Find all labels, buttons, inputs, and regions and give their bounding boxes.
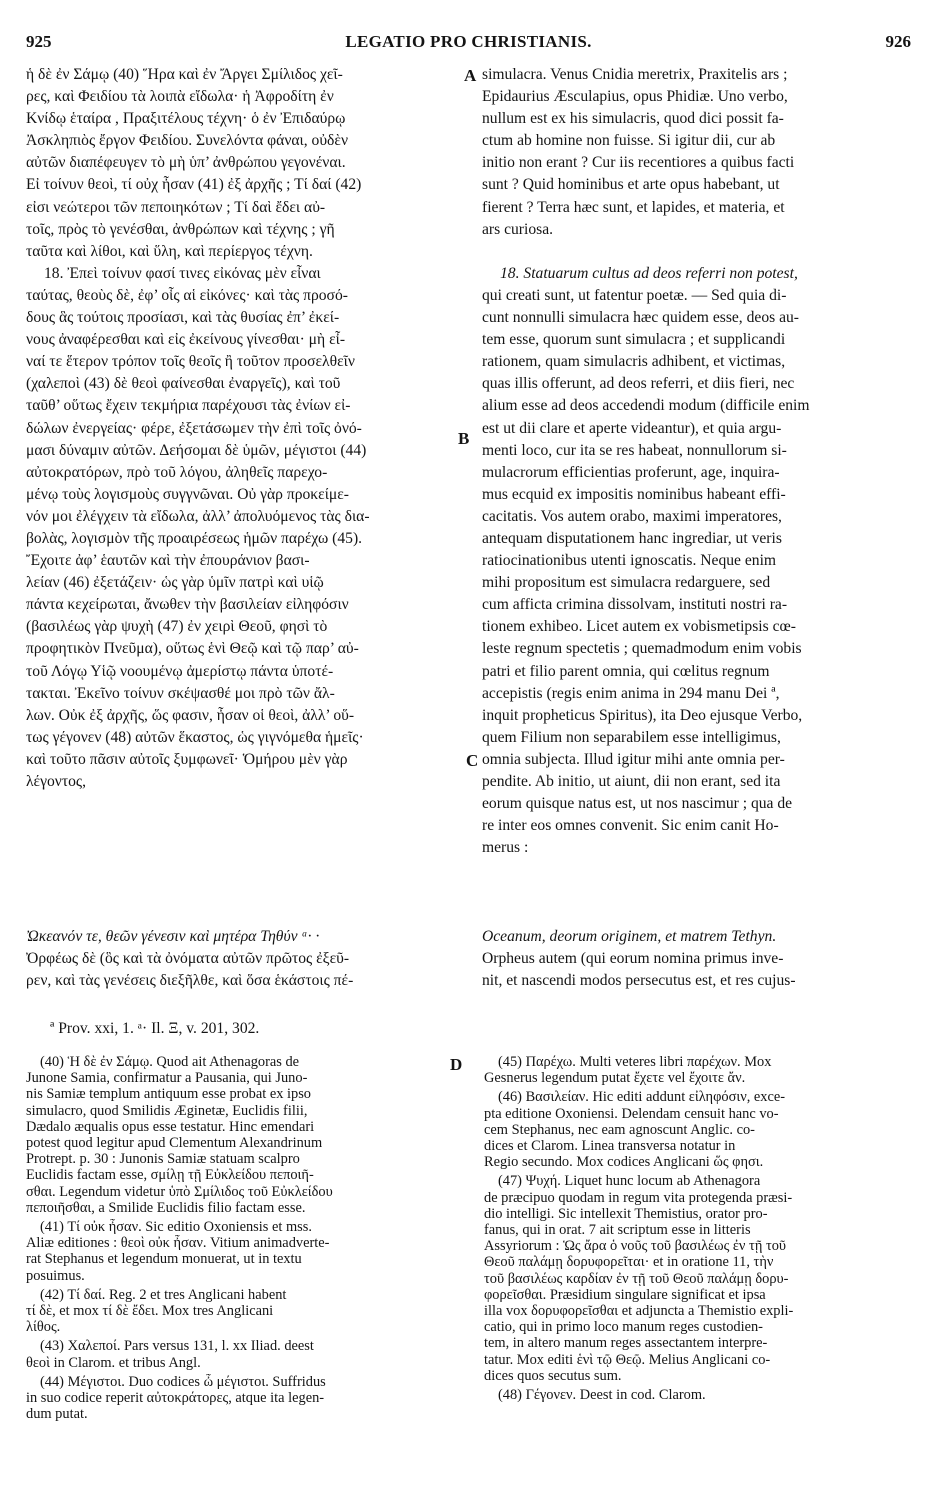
note-line: (45) Παρέχω. Multi veteres libri παρέχων. Mox	[498, 1054, 772, 1070]
text-line: initio non erant ? Cur iis recentiores a quibus facti	[482, 154, 795, 172]
text-line: 18. Statuarum cultus ad deos referri non potest,	[500, 264, 798, 282]
text-line: quas illis offerunt, ad deos referri, et diis fieri, nec	[482, 375, 795, 393]
text-line: est ut dii clare et aperte videantur), et quia argu-	[482, 419, 782, 437]
note-line: dum putat.	[26, 1406, 88, 1423]
note-line: τί δὲ, et mox τί δὲ ἔδει. Mox tres Anglicani	[26, 1303, 274, 1320]
text-line: merus :	[482, 839, 529, 857]
note-line: πεποιῆσθαι, a Smilide Euclidis filio factam esse.	[26, 1199, 306, 1216]
text-line: nullum est ex his simulacris, quod dici possit fa-	[482, 110, 784, 128]
note-line: fanus, qui in orat. 7 ait scriptum esse in litteris	[484, 1222, 751, 1239]
text-line: mus ecquid ex impositis nominibus habeant effi-	[482, 485, 786, 503]
text-line: accepistis (regis enim anima in 294 manu Dei ª,	[482, 684, 780, 702]
note-line: Assyriorum : Ὡς ἄρα ὁ νοῦς τοῦ βασιλέως ἐν τῇ τοῦ	[484, 1238, 787, 1255]
note-line: illa vox δορυφορεῖσθαι et adjuncta a Themistio expli-	[484, 1303, 794, 1320]
annotation-note	[26, 1287, 450, 1336]
text-line: Εἰ τοίνυν θεοὶ, τί οὐχ ἦσαν (41) ἐξ ἀρχῆς ; Τί δαί (42)	[26, 176, 362, 194]
text-line: (χαλεποὶ (43) δὲ θεοὶ φαίνεσθαι ἐναργεῖς), καὶ τοῦ	[26, 375, 341, 393]
text-line: fierent ? Terra hæc sunt, et lapides, et materia, et	[482, 198, 785, 216]
text-line: cacitatis. Vos autem orabo, maximi imperatores,	[482, 507, 782, 525]
text-line: tem esse, quorum sunt simulacra ; et supplicandi	[482, 331, 786, 349]
text-line: sunt ? Quid hominibus et arte opus habebant, ut	[482, 176, 780, 194]
margin-marker-c: C	[466, 751, 479, 770]
text-line: pendite. Ab initio, ut aiunt, dii non erant, sed ita	[482, 773, 781, 790]
text-line: mulacrorum efficientias proferunt, age, inquira-	[482, 463, 780, 481]
note-line: λίθος.	[26, 1319, 61, 1336]
notes-left-column	[26, 1054, 450, 1425]
note-line: Regio secundo. Mox codices Anglicani ὥς φησι.	[484, 1154, 764, 1171]
text-line: δους ἃς τούτοις προσίασι, καὶ τὰς θυσίας ἐπ’ ἐκεί-	[26, 309, 340, 327]
text-line: ρεν, καὶ τὰς γενέσεις διεξῆλθε, καὶ ὅσα ἑκάστοις πέ-	[26, 972, 354, 990]
note-line: Junone Samia, confirmatur a Pausania, qui Juno-	[26, 1070, 308, 1087]
text-line: simulacra. Venus Cnidia meretrix, Praxitelis ars ;	[482, 66, 788, 83]
text-line: Κνίδῳ ἑταίρα , Πραξιτέλους τέχνη· ὁ ἐν Ἐπιδαύρῳ	[26, 110, 346, 128]
text-line: λων. Οὐκ ἐξ ἀρχῆς, ὥς φασιν, ἦσαν οἱ θεοὶ, ἀλλ’ οὕ-	[26, 706, 355, 724]
text-line: tionem exhibeo. Licet autem ex vobismetipsis cœ-	[482, 618, 796, 636]
text-line: ἡ δὲ ἐν Σάμῳ (40) Ἥρα καὶ ἐν Ἄργει Σμίλιδος χεῖ-	[26, 66, 343, 83]
text-line: ratiocinationibus utenti ignoscatis. Neque enim	[482, 552, 777, 570]
note-line: dices quos secutus sum.	[484, 1367, 622, 1384]
text-line: καὶ τοῦτο πᾶσιν αὐτοῖς ξυμφωνεῖ· Ὁμήρου μὲν γὰρ	[26, 750, 348, 768]
note-line: Protrept. p. 30 : Junonis Samiæ statuam scalpro	[26, 1151, 300, 1168]
text-line: ctum ab homine non fuisse. Si igitur dii, cur ab	[482, 132, 776, 150]
note-line: Gesnerus legendum putat ἔχετε vel ἔχοιτε ἄν.	[484, 1070, 746, 1087]
note-line: potest quod legitur apud Clementum Alexandrinum	[26, 1135, 323, 1152]
text-line: re inter eos omnes convenit. Sic enim canit Ho-	[482, 817, 779, 835]
text-line: μασι δύναμιν αὐτῶν. Δεήσομαι δὲ ὑμῶν, μέγιστοι (44)	[26, 441, 367, 459]
note-line: dices et Clarom. Linea transversa notatur in	[484, 1138, 736, 1155]
note-line: de præcipuo quodam in regum vita protegenda præsi-	[484, 1189, 793, 1206]
scripture-footnote: ª Prov. xxi, 1. ᵃ· Il. Ξ, v. 201, 302.	[50, 1020, 260, 1037]
text-line: quem Filium non separabilem esse intelligimus,	[482, 728, 781, 746]
text-line: αὐτοκρατόρων, πρὸ τοῦ λόγου, ἀληθεῖς παρεχο-	[26, 463, 328, 481]
note-line: simulacro, quod Smilidis Æginetæ, Euclidis filii,	[26, 1102, 308, 1119]
text-line: cunt nonnulli simulacra hæc quidem esse, deos au-	[482, 309, 799, 327]
text-line: Ἀσκληπιὸς ἔργον Φειδίου. Συνελόντα φάναι, οὐδὲν	[26, 132, 348, 150]
text-line: βολὰς, λογισμὸν τῆς προαιρέσεως ἡμῶν παρέχω (45).	[26, 529, 363, 547]
text-line: ναί τε ἕτερον τρόπον τοῖς θεοῖς ἢ τοῦτον προσελθεῖν	[26, 353, 355, 371]
note-line: (48) Γέγονεν. Deest in cod. Clarom.	[498, 1387, 706, 1404]
running-title: LEGATIO PRO CHRISTIANIS.	[345, 32, 592, 51]
note-line: (42) Τί δαί. Reg. 2 et tres Anglicani habent	[40, 1286, 287, 1303]
note-line: tatur. Mox editi ἑνὶ τῷ Θεῷ. Melius Anglicani co-	[484, 1351, 771, 1368]
text-line: inquit propheticus Spiritus), ita Deo ejusque Verbo,	[482, 706, 803, 724]
notes-right-column	[484, 1054, 912, 1406]
text-line: εἰσι νεώτεροι τῶν πεποιηκότων ; Τί δαὶ ἔδει αὐ-	[26, 198, 326, 216]
note-line: Θεοῦ παλάμῃ δορυφορεῖται· et in oratione 11, τὴν	[484, 1254, 774, 1271]
note-line: (47) Ψυχή. Liquet hunc locum ab Athenagora	[498, 1173, 761, 1190]
text-line: πάντα κεχείρωται, ἄνωθεν τὴν βασιλείαν εἰληφόσιν	[26, 596, 349, 614]
text-line: rationem, quam simulacris adhibent, et victimas,	[482, 353, 786, 371]
text-line: antequam disputationem hanc ingrediar, ut veris	[482, 529, 782, 547]
annotation-note	[26, 1219, 450, 1284]
text-line: patri et filio parent omnia, qui cœlitus regnum	[482, 662, 770, 680]
annotation-note	[484, 1054, 912, 1086]
text-line: Ὠκεανόν τε, θεῶν γένεσιν καὶ μητέρα Τηθύν ᵃ· ·	[26, 928, 320, 945]
text-line: (βασιλέως γὰρ ψυχὴ (47) ἐν χειρὶ Θεοῦ, φησὶ τὸ	[26, 618, 328, 636]
note-line: (46) Βασιλείαν. Hic editi addunt εἰληφόσιν, exce-	[498, 1089, 786, 1106]
note-line: (41) Τί οὐκ ἦσαν. Sic editio Oxoniensis et mss.	[40, 1219, 312, 1236]
page-number-right: 926	[885, 32, 911, 51]
text-line: δώλων ἐνεργείας· φέρε, ἐξετάσωμεν τὴν ἐπὶ τοῖς ὀνό-	[26, 419, 362, 437]
text-line: leste regnum spectetis ; quemadmodum enim vobis	[482, 640, 802, 658]
text-line: λέγοντος,	[26, 773, 86, 790]
text-line: μένῳ τοὺς λογισμοὺς συγγνῶναι. Οὐ γὰρ προκείμε-	[26, 485, 349, 503]
note-line: τοῦ βασιλέως καρδίαν ἐν τῇ τοῦ Θεοῦ παλάμῃ δορυ-	[484, 1270, 789, 1287]
text-line: τως γέγονεν (48) αὐτῶν ἕκαστος, ὡς γιγνόμεθα ἡμεῖς·	[26, 728, 364, 746]
text-line: ταῦθ’ οὕτως ἔχειν τεκμήρια παρέχουσι τὰς ἐνίων εἰ-	[26, 397, 351, 415]
annotation-note	[484, 1089, 912, 1170]
text-line: νους ἀναφέρεσθαι καὶ εἰς ἐκείνους γίνεσθαι· μὴ εἶ-	[26, 331, 346, 349]
margin-marker-b: B	[458, 429, 470, 448]
text-line: ταῦτα καὶ λίθοι, καὶ ὕλη, καὶ περίεργος τέχνη.	[26, 242, 313, 260]
page-number-left: 925	[26, 32, 52, 51]
text-line: τακται. Ἐκεῖνο τοίνυν σκέψασθέ μοι πρὸ τῶν ἄλ-	[26, 684, 335, 702]
text-line: nit, et nascendi modos persecutus est, et res cujus-	[482, 972, 796, 990]
annotation-note	[484, 1173, 912, 1384]
note-line: (43) Χαλεποί. Pars versus 131, l. xx Iliad. deest	[40, 1338, 314, 1355]
text-line: qui creati sunt, ut fatentur poetæ. — Sed quia di-	[482, 286, 787, 304]
greek-text-upper	[26, 64, 460, 793]
note-line: θεοὶ in Clarom. et tribus Angl.	[26, 1354, 201, 1371]
text-line: προφητικὸν Πνεῦμα), οὕτως ἑνὶ Θεῷ καὶ τῷ παρ’ αὐ-	[26, 640, 359, 658]
margin-marker-d: D	[450, 1055, 463, 1074]
greek-text-lower	[26, 926, 460, 992]
text-line: ταύτας, θεοὺς δὲ, ἐφ’ οἷς αἱ εἰκόνες· καὶ τὰς προσό-	[26, 286, 348, 304]
note-line: nis Samiæ templum antiquum esse probat ex ipso	[26, 1086, 311, 1103]
margin-marker-a: A	[464, 66, 477, 85]
note-line: φορεῖσθαι. Præsidium singulare significat et ipsa	[484, 1286, 766, 1303]
text-line: alium esse ad deos accedendi modum (difficile enim	[482, 397, 810, 415]
text-line: τοῦ Λόγῳ Υἱῷ νοουμένῳ ἀμερίστῳ πάντα ὑποτέ-	[26, 662, 334, 680]
text-line: Oceanum, deorum originem, et matrem Tethyn.	[482, 928, 777, 945]
note-line: (44) Μέγιστοι. Duo codices ὦ μέγιστοι. Suffridus	[40, 1373, 326, 1390]
annotation-note	[26, 1374, 450, 1423]
note-line: (40) Ἡ δὲ ἐν Σάμῳ. Quod ait Athenagoras de	[40, 1054, 300, 1070]
note-line: tem, in altero manum reges assectantem interpre-	[484, 1335, 768, 1352]
note-line: in suo codice reperit αὐτοκράτορες, atque ita legen-	[26, 1390, 325, 1407]
latin-text-lower	[482, 926, 912, 992]
text-line: Ἔχοιτε ἀφ’ ἑαυτῶν καὶ τὴν ἐπουράνιον βασι-	[26, 552, 310, 570]
text-line: cum afficta crimina dissolvam, instituti nostri ra-	[482, 596, 788, 614]
annotation-note	[484, 1387, 912, 1403]
text-line	[482, 241, 912, 263]
text-line: ρες, καὶ Φειδίου τὰ λοιπὰ εἴδωλα· ἡ Ἀφροδίτη ἐν	[26, 88, 334, 106]
text-line: omnia subjecta. Illud igitur mihi ante omnia per-	[482, 750, 785, 768]
note-line: rat Stephanus et legendum monuerat, ut in textu	[26, 1251, 302, 1268]
note-line: pta editione Oxoniensi. Delendam censuit hanc vo-	[484, 1105, 779, 1122]
text-line: Epidaurius Æsculapius, opus Phidiæ. Uno verbo,	[482, 88, 788, 106]
text-line: ars curiosa.	[482, 220, 554, 238]
text-line: eorum quisque natus est, ut nos nascimur ; qua de	[482, 795, 793, 813]
annotation-note	[26, 1338, 450, 1370]
page-header	[26, 32, 911, 56]
note-line: catio, qui in primo loco manum reges custodien-	[484, 1319, 763, 1336]
note-line: Aliæ editiones : θεοὶ οὐκ ἦσαν. Vitium animadverte-	[26, 1235, 330, 1252]
note-line: σθαι. Legendum videtur ὑπὸ Σμίλιδος τοῦ Εὐκλείδου	[26, 1183, 333, 1200]
note-line: posuimus.	[26, 1267, 85, 1284]
note-line: Euclidis factam esse, σμίλῃ τῇ Εὐκλείδου πεποιῆ-	[26, 1167, 314, 1184]
note-line: cem Stephanus, nec eam agnoscunt Anglic. co-	[484, 1121, 755, 1138]
text-line: νόν μοι ἐλέγχειν τὰ εἴδωλα, ἀλλ’ ἀπολυόμενος τὰς δια-	[26, 507, 370, 525]
text-line: τοῖς, πρὸς τὸ γενέσθαι, ἀνθρώπων καὶ τέχνης ; γῆ	[26, 220, 335, 238]
text-line: menti loco, cur ita se res habeat, nonnullorum si-	[482, 441, 787, 459]
note-line: Dædalo æqualis opus esse testatur. Hinc emendari	[26, 1118, 315, 1135]
text-line: mihi propositum est simulacra redarguere, sed	[482, 574, 771, 592]
annotation-note	[26, 1054, 450, 1216]
note-line: dio intelligi. Sic intellexit Themistius, orator pro-	[484, 1205, 768, 1222]
text-line: λείαν (46) ἐξετάζειν· ὡς γὰρ ὑμῖν πατρὶ καὶ υἱῷ	[26, 574, 324, 592]
text-line: Ὀρφέως δὲ (ὃς καὶ τὰ ὀνόματα αὐτῶν πρῶτος ἐξεῦ-	[26, 950, 350, 968]
text-line: αὐτῶν διαπέφευγεν τὸ μὴ ὑπ’ ἀνθρώπου γεγονέναι.	[26, 154, 346, 172]
text-line: 18. Ἐπεὶ τοίνυν φασί τινες εἰκόνας μὲν εἶναι	[44, 264, 321, 282]
text-line: Orpheus autem (qui eorum nomina primus inve-	[482, 950, 784, 968]
latin-text-upper	[482, 64, 912, 859]
